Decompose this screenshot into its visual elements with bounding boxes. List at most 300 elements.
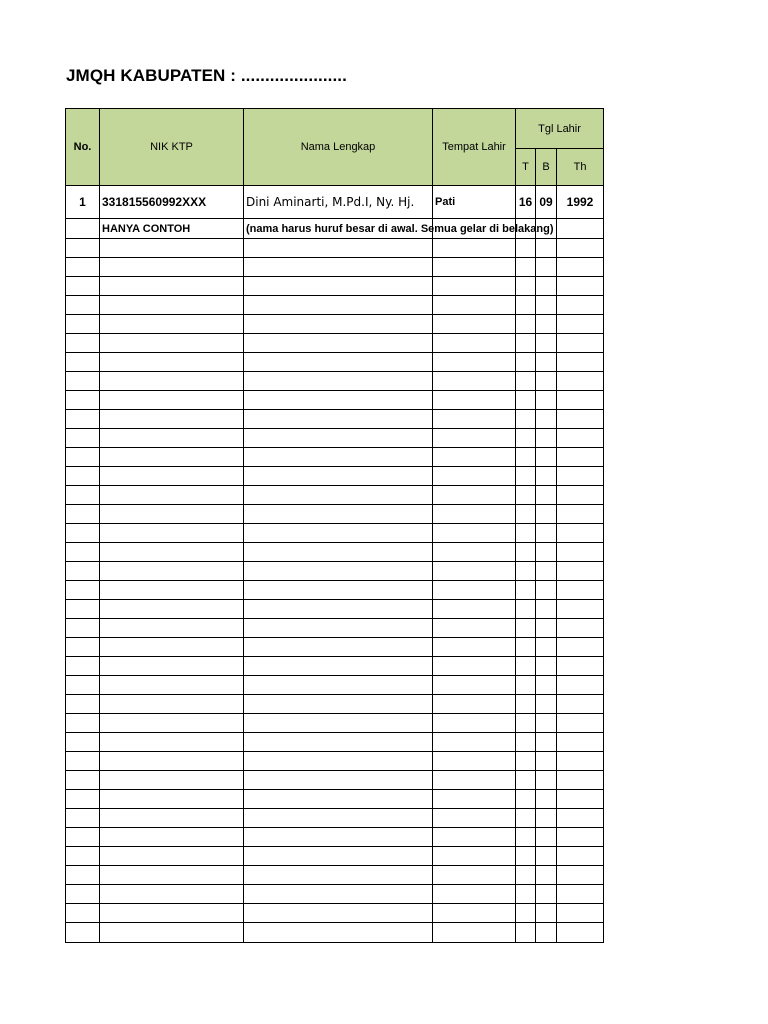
cell-year[interactable] (557, 866, 604, 885)
cell-year[interactable] (557, 467, 604, 486)
cell-nik[interactable] (100, 543, 244, 562)
cell-month[interactable] (536, 828, 557, 847)
cell-no[interactable] (66, 676, 100, 695)
cell-name[interactable] (244, 885, 433, 904)
cell-place[interactable] (433, 353, 516, 372)
cell-name[interactable] (244, 505, 433, 524)
cell-place[interactable] (433, 429, 516, 448)
cell-nik[interactable] (100, 847, 244, 866)
cell-nik[interactable] (100, 391, 244, 410)
cell-nik[interactable] (100, 296, 244, 315)
cell-name[interactable] (244, 581, 433, 600)
cell-nik[interactable] (100, 258, 244, 277)
cell-month[interactable] (536, 752, 557, 771)
cell-month[interactable] (536, 353, 557, 372)
table-row (66, 714, 604, 733)
table-row (66, 904, 604, 923)
cell-day[interactable] (516, 885, 536, 904)
cell-year[interactable] (557, 334, 604, 353)
table-row (66, 372, 604, 391)
cell-month[interactable] (536, 923, 557, 943)
cell-day[interactable] (516, 353, 536, 372)
cell-name[interactable] (244, 752, 433, 771)
cell-month[interactable] (536, 638, 557, 657)
cell-month[interactable] (536, 258, 557, 277)
cell-no[interactable] (66, 923, 100, 943)
cell-nik[interactable] (100, 353, 244, 372)
cell-year[interactable] (557, 239, 604, 258)
cell-day[interactable] (516, 258, 536, 277)
cell-month[interactable] (536, 524, 557, 543)
cell-day[interactable] (516, 429, 536, 448)
cell-nik[interactable] (100, 733, 244, 752)
document-title: JMQH KABUPATEN : ...................... (66, 66, 347, 85)
cell-month[interactable] (536, 277, 557, 296)
cell-no[interactable] (66, 581, 100, 600)
cell-place[interactable] (433, 771, 516, 790)
table-row (66, 524, 604, 543)
cell-day[interactable] (516, 581, 536, 600)
cell-year[interactable] (557, 752, 604, 771)
cell-nik[interactable] (100, 315, 244, 334)
cell-place[interactable] (433, 923, 516, 943)
cell-place[interactable] (433, 258, 516, 277)
cell-month[interactable] (536, 809, 557, 828)
cell-place[interactable] (433, 714, 516, 733)
cell-nik[interactable] (100, 866, 244, 885)
cell-place[interactable] (433, 448, 516, 467)
cell-day[interactable] (516, 239, 536, 258)
cell-no[interactable] (66, 619, 100, 638)
example-day: 16 (516, 186, 536, 219)
cell-name[interactable] (244, 486, 433, 505)
table-row (66, 448, 604, 467)
cell-no[interactable] (66, 904, 100, 923)
cell-name[interactable] (244, 391, 433, 410)
cell-day[interactable] (516, 467, 536, 486)
cell-month[interactable] (536, 847, 557, 866)
cell-nik[interactable] (100, 239, 244, 258)
note-text: (nama harus huruf besar di awal. Semua gelar di belakang) (246, 222, 554, 235)
cell-no[interactable] (66, 543, 100, 562)
cell-place[interactable] (433, 790, 516, 809)
cell-year[interactable] (557, 296, 604, 315)
cell-name[interactable] (244, 676, 433, 695)
cell-day[interactable] (516, 923, 536, 943)
cell-day[interactable] (516, 714, 536, 733)
cell-name[interactable] (244, 866, 433, 885)
cell-year[interactable] (557, 562, 604, 581)
cell-month[interactable] (536, 467, 557, 486)
note-year-cell (557, 219, 604, 239)
cell-name[interactable] (244, 714, 433, 733)
cell-no[interactable] (66, 809, 100, 828)
cell-place[interactable] (433, 904, 516, 923)
cell-no[interactable] (66, 486, 100, 505)
table-row (66, 353, 604, 372)
cell-nik[interactable] (100, 771, 244, 790)
cell-day[interactable] (516, 828, 536, 847)
cell-name[interactable] (244, 923, 433, 943)
cell-day[interactable] (516, 847, 536, 866)
cell-day[interactable] (516, 486, 536, 505)
cell-no[interactable] (66, 885, 100, 904)
cell-day[interactable] (516, 296, 536, 315)
cell-year[interactable] (557, 429, 604, 448)
cell-place[interactable] (433, 866, 516, 885)
cell-nik[interactable] (100, 885, 244, 904)
cell-nik[interactable] (100, 334, 244, 353)
cell-month[interactable] (536, 771, 557, 790)
header-place: Tempat Lahir (433, 109, 516, 186)
cell-nik[interactable] (100, 695, 244, 714)
cell-name[interactable] (244, 809, 433, 828)
cell-month[interactable] (536, 543, 557, 562)
cell-nik[interactable] (100, 752, 244, 771)
example-year: 1992 (557, 186, 604, 219)
cell-nik[interactable] (100, 581, 244, 600)
cell-place[interactable] (433, 467, 516, 486)
note-row (66, 219, 604, 239)
cell-nik[interactable] (100, 923, 244, 943)
cell-year[interactable] (557, 828, 604, 847)
cell-year[interactable] (557, 904, 604, 923)
cell-day[interactable] (516, 676, 536, 695)
cell-year[interactable] (557, 847, 604, 866)
cell-month[interactable] (536, 866, 557, 885)
cell-place[interactable] (433, 695, 516, 714)
cell-place[interactable] (433, 315, 516, 334)
cell-year[interactable] (557, 486, 604, 505)
cell-name[interactable] (244, 657, 433, 676)
cell-place[interactable] (433, 752, 516, 771)
cell-month[interactable] (536, 562, 557, 581)
table-row (66, 619, 604, 638)
cell-place[interactable] (433, 676, 516, 695)
cell-day[interactable] (516, 600, 536, 619)
cell-day[interactable] (516, 771, 536, 790)
cell-year[interactable] (557, 600, 604, 619)
cell-year[interactable] (557, 524, 604, 543)
cell-month[interactable] (536, 448, 557, 467)
cell-month[interactable] (536, 885, 557, 904)
cell-month[interactable] (536, 334, 557, 353)
cell-year[interactable] (557, 391, 604, 410)
table-row (66, 505, 604, 524)
cell-year[interactable] (557, 410, 604, 429)
cell-nik[interactable] (100, 828, 244, 847)
cell-year[interactable] (557, 733, 604, 752)
cell-no[interactable] (66, 524, 100, 543)
cell-nik[interactable] (100, 619, 244, 638)
cell-day[interactable] (516, 695, 536, 714)
cell-place[interactable] (433, 638, 516, 657)
cell-day[interactable] (516, 277, 536, 296)
cell-name[interactable] (244, 733, 433, 752)
cell-nik[interactable] (100, 524, 244, 543)
cell-no[interactable] (66, 790, 100, 809)
cell-no[interactable] (66, 353, 100, 372)
cell-year[interactable] (557, 714, 604, 733)
table-body (66, 186, 604, 943)
cell-no[interactable] (66, 505, 100, 524)
cell-year[interactable] (557, 581, 604, 600)
cell-day[interactable] (516, 315, 536, 334)
example-nik: 331815560992XXX (100, 186, 244, 219)
cell-year[interactable] (557, 277, 604, 296)
cell-place[interactable] (433, 372, 516, 391)
cell-month[interactable] (536, 904, 557, 923)
cell-year[interactable] (557, 885, 604, 904)
cell-year[interactable] (557, 657, 604, 676)
cell-day[interactable] (516, 657, 536, 676)
cell-nik[interactable] (100, 657, 244, 676)
cell-place[interactable] (433, 543, 516, 562)
cell-name[interactable] (244, 334, 433, 353)
cell-year[interactable] (557, 638, 604, 657)
cell-name[interactable] (244, 353, 433, 372)
cell-no[interactable] (66, 562, 100, 581)
cell-month[interactable] (536, 581, 557, 600)
cell-nik[interactable] (100, 467, 244, 486)
cell-nik[interactable] (100, 277, 244, 296)
cell-name[interactable] (244, 638, 433, 657)
cell-place[interactable] (433, 410, 516, 429)
cell-day[interactable] (516, 866, 536, 885)
cell-day[interactable] (516, 391, 536, 410)
cell-year[interactable] (557, 505, 604, 524)
cell-month[interactable] (536, 239, 557, 258)
cell-month[interactable] (536, 714, 557, 733)
cell-place[interactable] (433, 562, 516, 581)
cell-name[interactable] (244, 315, 433, 334)
cell-no[interactable] (66, 258, 100, 277)
cell-no[interactable] (66, 847, 100, 866)
note-no-cell (66, 219, 100, 239)
cell-day[interactable] (516, 410, 536, 429)
table-row (66, 771, 604, 790)
cell-place[interactable] (433, 885, 516, 904)
cell-name[interactable] (244, 600, 433, 619)
table-row (66, 695, 604, 714)
cell-nik[interactable] (100, 714, 244, 733)
cell-no[interactable] (66, 448, 100, 467)
example-name: Dini Aminarti, M.Pd.I, Ny. Hj. (244, 186, 433, 219)
table-row (66, 657, 604, 676)
cell-nik[interactable] (100, 600, 244, 619)
cell-name[interactable] (244, 828, 433, 847)
table-row (66, 429, 604, 448)
cell-nik[interactable] (100, 429, 244, 448)
registration-table (65, 108, 604, 943)
cell-no[interactable] (66, 638, 100, 657)
cell-year[interactable] (557, 923, 604, 943)
cell-nik[interactable] (100, 448, 244, 467)
cell-name[interactable] (244, 619, 433, 638)
cell-no[interactable] (66, 733, 100, 752)
cell-day[interactable] (516, 638, 536, 657)
cell-nik[interactable] (100, 410, 244, 429)
cell-year[interactable] (557, 372, 604, 391)
cell-place[interactable] (433, 277, 516, 296)
cell-month[interactable] (536, 486, 557, 505)
cell-nik[interactable] (100, 505, 244, 524)
table-row (66, 239, 604, 258)
table-row (66, 410, 604, 429)
cell-year[interactable] (557, 676, 604, 695)
cell-year[interactable] (557, 790, 604, 809)
cell-month[interactable] (536, 657, 557, 676)
table-row (66, 638, 604, 657)
cell-name[interactable] (244, 372, 433, 391)
cell-place[interactable] (433, 657, 516, 676)
cell-no[interactable] (66, 334, 100, 353)
cell-name[interactable] (244, 695, 433, 714)
cell-name[interactable] (244, 467, 433, 486)
cell-no[interactable] (66, 239, 100, 258)
cell-name[interactable] (244, 524, 433, 543)
cell-month[interactable] (536, 296, 557, 315)
header-no: No. (66, 109, 100, 186)
cell-year[interactable] (557, 619, 604, 638)
table-row (66, 828, 604, 847)
cell-nik[interactable] (100, 904, 244, 923)
header-dob: Tgl Lahir (516, 109, 604, 149)
table-row (66, 543, 604, 562)
cell-day[interactable] (516, 790, 536, 809)
cell-year[interactable] (557, 353, 604, 372)
cell-day[interactable] (516, 543, 536, 562)
cell-month[interactable] (536, 600, 557, 619)
table-row (66, 847, 604, 866)
cell-nik[interactable] (100, 809, 244, 828)
cell-name[interactable] (244, 543, 433, 562)
cell-place[interactable] (433, 600, 516, 619)
cell-no[interactable] (66, 752, 100, 771)
cell-month[interactable] (536, 372, 557, 391)
cell-month[interactable] (536, 315, 557, 334)
cell-day[interactable] (516, 752, 536, 771)
cell-day[interactable] (516, 562, 536, 581)
cell-no[interactable] (66, 429, 100, 448)
cell-place[interactable] (433, 524, 516, 543)
cell-place[interactable] (433, 581, 516, 600)
cell-name[interactable] (244, 562, 433, 581)
cell-name[interactable] (244, 429, 433, 448)
header-name: Nama Lengkap (244, 109, 433, 186)
cell-day[interactable] (516, 524, 536, 543)
cell-year[interactable] (557, 543, 604, 562)
cell-year[interactable] (557, 315, 604, 334)
cell-no[interactable] (66, 695, 100, 714)
cell-nik[interactable] (100, 676, 244, 695)
cell-year[interactable] (557, 695, 604, 714)
cell-year[interactable] (557, 771, 604, 790)
header-day: T (516, 149, 536, 186)
cell-no[interactable] (66, 296, 100, 315)
cell-month[interactable] (536, 790, 557, 809)
cell-place[interactable] (433, 809, 516, 828)
cell-place[interactable] (433, 733, 516, 752)
cell-place[interactable] (433, 486, 516, 505)
cell-no[interactable] (66, 657, 100, 676)
table-row (66, 296, 604, 315)
cell-place[interactable] (433, 828, 516, 847)
cell-day[interactable] (516, 809, 536, 828)
cell-name[interactable] (244, 847, 433, 866)
table-row (66, 581, 604, 600)
cell-nik[interactable] (100, 790, 244, 809)
cell-no[interactable] (66, 714, 100, 733)
cell-place[interactable] (433, 391, 516, 410)
cell-day[interactable] (516, 733, 536, 752)
cell-day[interactable] (516, 334, 536, 353)
cell-year[interactable] (557, 258, 604, 277)
cell-name[interactable] (244, 904, 433, 923)
cell-month[interactable] (536, 733, 557, 752)
cell-no[interactable] (66, 828, 100, 847)
cell-month[interactable] (536, 676, 557, 695)
cell-name[interactable] (244, 448, 433, 467)
cell-no[interactable] (66, 372, 100, 391)
cell-year[interactable] (557, 448, 604, 467)
cell-place[interactable] (433, 334, 516, 353)
cell-place[interactable] (433, 296, 516, 315)
cell-name[interactable] (244, 277, 433, 296)
cell-month[interactable] (536, 429, 557, 448)
cell-month[interactable] (536, 695, 557, 714)
cell-no[interactable] (66, 315, 100, 334)
cell-day[interactable] (516, 448, 536, 467)
cell-name[interactable] (244, 790, 433, 809)
cell-day[interactable] (516, 904, 536, 923)
cell-name[interactable] (244, 771, 433, 790)
cell-place[interactable] (433, 239, 516, 258)
cell-name[interactable] (244, 239, 433, 258)
cell-year[interactable] (557, 809, 604, 828)
cell-no[interactable] (66, 600, 100, 619)
cell-nik[interactable] (100, 638, 244, 657)
cell-day[interactable] (516, 619, 536, 638)
cell-day[interactable] (516, 372, 536, 391)
cell-month[interactable] (536, 505, 557, 524)
cell-no[interactable] (66, 467, 100, 486)
cell-nik[interactable] (100, 562, 244, 581)
cell-no[interactable] (66, 866, 100, 885)
cell-place[interactable] (433, 847, 516, 866)
cell-no[interactable] (66, 771, 100, 790)
table-row (66, 752, 604, 771)
cell-month[interactable] (536, 619, 557, 638)
example-no: 1 (66, 186, 100, 219)
cell-name[interactable] (244, 296, 433, 315)
example-row (66, 186, 604, 219)
cell-name[interactable] (244, 258, 433, 277)
cell-no[interactable] (66, 391, 100, 410)
cell-day[interactable] (516, 505, 536, 524)
table-row (66, 923, 604, 943)
cell-no[interactable] (66, 277, 100, 296)
cell-nik[interactable] (100, 486, 244, 505)
cell-name[interactable] (244, 410, 433, 429)
cell-nik[interactable] (100, 372, 244, 391)
cell-place[interactable] (433, 619, 516, 638)
cell-month[interactable] (536, 391, 557, 410)
cell-place[interactable] (433, 505, 516, 524)
cell-no[interactable] (66, 410, 100, 429)
cell-month[interactable] (536, 410, 557, 429)
table-header (66, 109, 604, 186)
